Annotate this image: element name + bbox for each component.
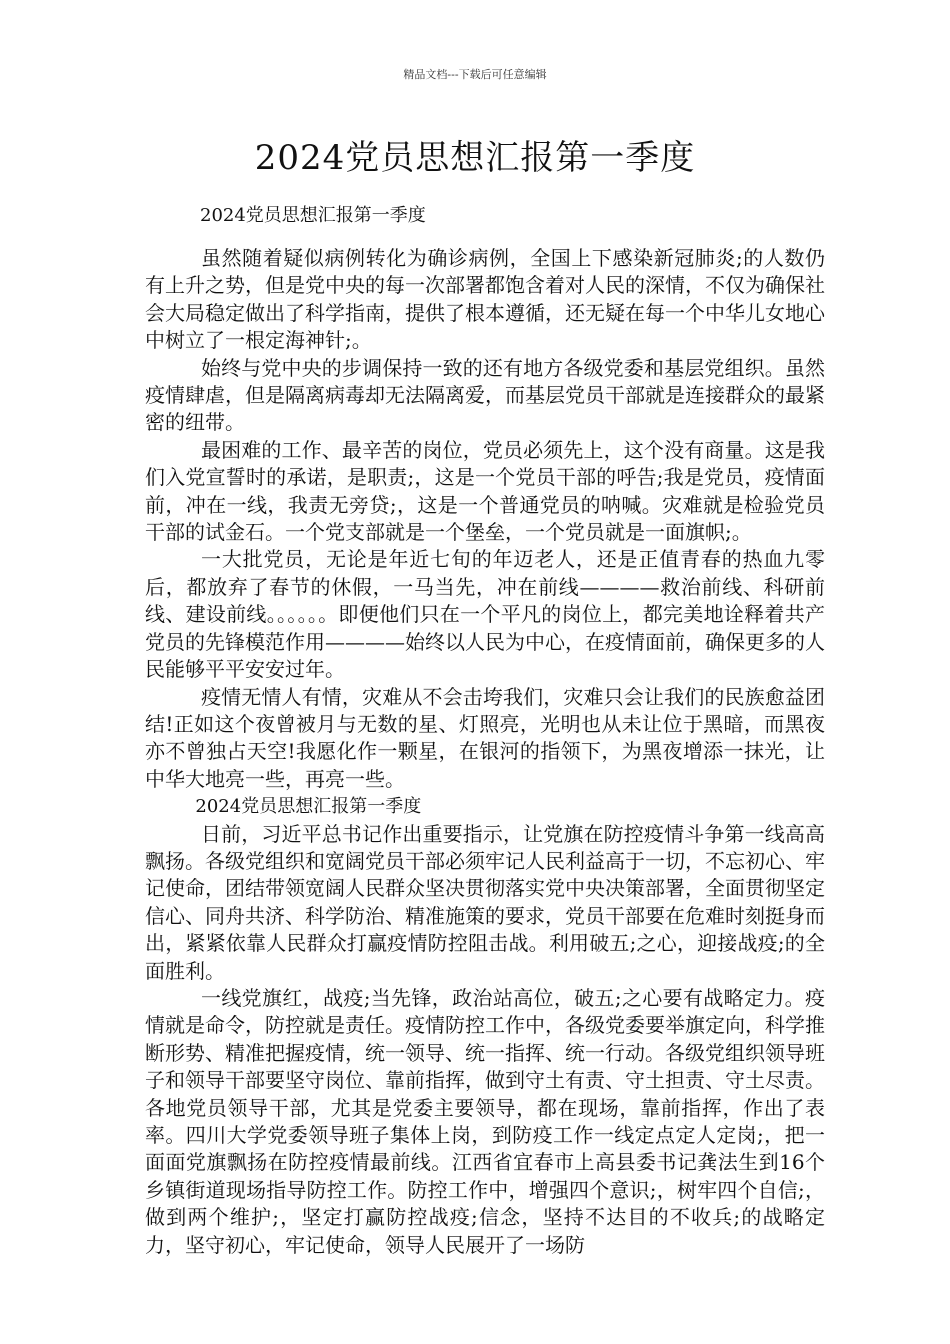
paragraph: 最困难的工作、最辛苦的岗位，党员必须先上，这个没有商量。这是我们入党宣誓时的承诺，是职责;，这是一个党员干部的呼告;我是党员，疫情面前，冲在一线，我责无旁贷;，这是一个普通党员的呐喊。灾难就是检验党员干部的试金石。一个党支部就是一个堡垒，一个党员就是一面旗帜;。 xyxy=(145,437,825,545)
paragraph: 疫情无情人有情，灾难从不会击垮我们，灾难只会让我们的民族愈益团结!正如这个夜曾被月与无数的星、灯照亮，光明也从未让位于黑暗，而黑夜亦不曾独占天空!我愿化作一颗星，在银河的指领下，为黑夜增添一抹光，让中华大地亮一些，再亮一些。 xyxy=(145,684,825,791)
document-subtitle: 2024党员思想汇报第一季度 xyxy=(200,205,426,226)
document-title: 2024党员思想汇报第一季度 xyxy=(254,138,696,178)
paragraph: 一大批党员，无论是年近七旬的年迈老人，还是正值青春的热血九零后，都放弃了春节的休假，一马当先，冲在前线————救治前线、科研前线、建设前线。。。。。。即便他们只在一个平凡的岗位上，都完美地诠释着共产党员的先锋模范作用————始终以人民为中心，在疫情面前，确保更多的人民能够平平安安过年。 xyxy=(145,547,825,682)
section-title: 2024党员思想汇报第一季度 xyxy=(195,796,422,818)
paragraph: 始终与党中央的步调保持一致的还有地方各级党委和基层党组织。虽然疫情肆虐，但是隔离病毒却无法隔离爱，而基层党员干部就是连接群众的最紧密的纽带。 xyxy=(145,355,825,435)
paragraph: 日前，习近平总书记作出重要指示，让党旗在防控疫情斗争第一线高高飘扬。各级党组织和宽阔党员干部必须牢记人民利益高于一切，不忘初心、牢记使命，团结带领宽阔人民群众坚决贯彻落实党中央决策部署，全面贯彻坚定信心、同舟共济、科学防治、精准施策的要求，党员干部要在危难时刻挺身而出，紧紧依靠人民群众打赢疫情防控阻击战。利用破五;之心，迎接战疫;的全面胜利。 xyxy=(145,821,825,983)
paragraph: 虽然随着疑似病例转化为确诊病例，全国上下感染新冠肺炎;的人数仍有上升之势，但是党中央的每一次部署都饱含着对人民的深情，不仅为确保社会大局稳定做出了科学指南，提供了根本遵循，还无疑在每一个中华儿女地心中树立了一根定海神针;。 xyxy=(145,246,825,353)
page-header: 精品文档---下载后可任意编辑 xyxy=(403,68,547,81)
paragraph: 一线党旗红，战疫;当先锋，政治站高位，破五;之心要有战略定力。疫情就是命令，防控就是责任。疫情防控工作中，各级党委要举旗定向，科学推断形势、精准把握疫情，统一领导、统一指挥、统一行动。各级党组织领导班子和领导干部要坚守岗位、靠前指挥，做到守土有责、守土担责、守土尽责。各地党员领导干部，尤其是党委主要领导，都在现场，靠前指挥，作出了表率。四川大学党委领导班子集体上岗，到防疫工作一线定点定人定岗;，把一面面党旗飘扬在防控疫情最前线。江西省宜春市上高县委书记龚法生到16个乡镇街道现场指导防控工作。防控工作中，增强四个意识;，树牢四个自信;，做到两个维护;，坚定打赢防控战疫;信念，坚持不达目的不收兵;的战略定力，坚守初心，牢记使命，领导人民展开了一场防 xyxy=(145,985,825,1257)
document-body xyxy=(145,245,825,1259)
